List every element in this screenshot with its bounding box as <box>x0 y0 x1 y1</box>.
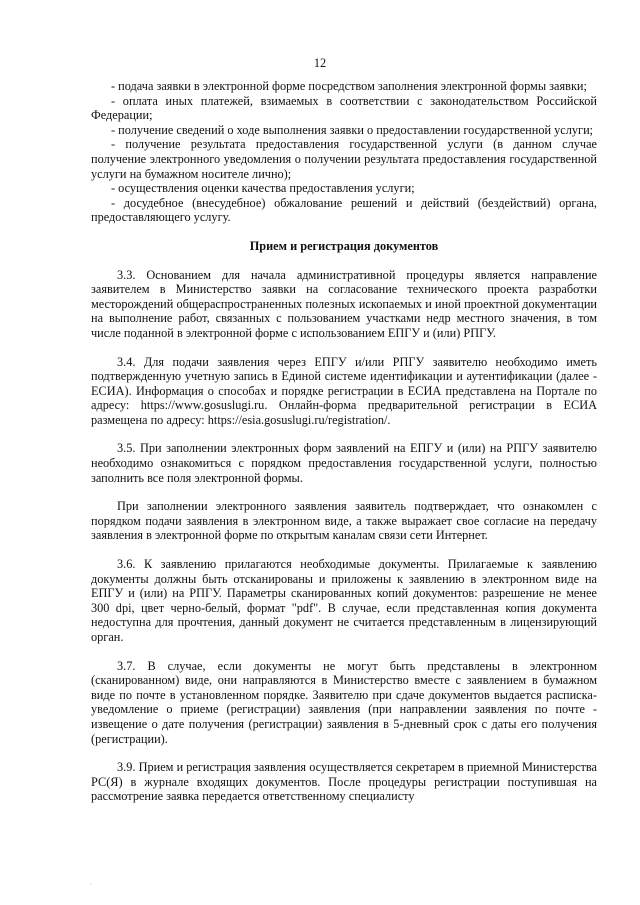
bullet-item: - получение результата предоставления государственной услуги (в данном случае получение электронного уведомления о получении результата предоставления государственной услуги на бумажном носителе лично); <box>91 137 597 181</box>
bullet-item: - досудебное (внесудебное) обжалование решений и действий (бездействий) органа, предоставляющего услугу. <box>91 195 597 225</box>
bullet-item: - оплата иных платежей, взимаемых в соответствии с законодательством Российской Федерации; <box>91 93 597 123</box>
paragraph-3-4: 3.4. Для подачи заявления через ЕПГУ и/или РПГУ заявителю необходимо иметь подтвержденную учетную запись в Единой системе идентификации и аутентификации (далее - ЕСИА). Информация о способах и порядке регистрации в ЕСИА представлена на Портале по адресу: https://www.gosuslugi.ru. Онлайн-форма предварительной регистрации в ЕСИА размещена по адресу: https://esia.gosuslugi.ru/registration/. <box>91 354 597 427</box>
footer-mark: · <box>90 882 92 888</box>
paragraph-3-9: 3.9. Прием и регистрация заявления осуществляется секретарем в приемной Министерства РС(Я) в журнале входящих документов. После процедуры регистрации поступившая на рассмотрение заявка передается ответственному специалисту <box>91 760 597 804</box>
page-body <box>91 79 597 804</box>
bullet-item: - получение сведений о ходе выполнения заявки о предоставлении государственной услуги; <box>111 122 594 137</box>
paragraph-electronic-consent: При заполнении электронного заявления заявитель подтверждает, что ознакомлен с порядком подачи заявления в электронном виде, а также выражает свое согласие на передачу заявления в электронной форме по открытым каналам связи сети Интернет. <box>91 499 597 543</box>
paragraph-3-7: 3.7. В случае, если документы не могут быть представлены в электронном (сканированном) виде, они направляются в Министерство вместе с заявлением в бумажном виде по почте в установленном порядке. Заявителю при сдаче документов выдается расписка-уведомление о приеме (регистрации) заявления (при направлении заявления по почте - извещение о дате получения (регистрации) заявления в 5-дневный срок с даты его получения (регистрации). <box>91 658 597 746</box>
paragraph-3-5: 3.5. При заполнении электронных форм заявлений на ЕПГУ и (или) на РПГУ заявителю необходимо ознакомиться с порядком предоставления государственной услуги, полностью заполнить все поля электронной формы. <box>91 441 597 485</box>
paragraph-3-3: 3.3. Основанием для начала административной процедуры является направление заявителем в Министерство заявки на согласование технического проекта разработки месторождений общераспространенных полезных ископаемых и иной проектной документации на выполнение работ, связанных с пользованием участками недр местного значения, в том числе поданной в электронной форме с использованием ЕПГУ и (или) РПГУ. <box>91 267 597 340</box>
section-heading: Прием и регистрация документов <box>249 238 439 253</box>
paragraph-3-6: 3.6. К заявлению прилагаются необходимые документы. Прилагаемые к заявлению документы должны быть отсканированы и приложены к заявлению в электронном виде на ЕПГУ и (или) на РПГУ. Параметры сканированных копий документов: разрешение не менее 300 dpi, цвет черно-белый, формат "pdf". В случае, если представленная копия документа недоступна для прочтения, данный документ не считается представленным в лицензирующий орган. <box>91 557 597 644</box>
page-number: 12 <box>313 56 327 70</box>
bullet-item: - осуществления оценки качества предоставления услуги; <box>111 181 415 196</box>
bullet-item: - подача заявки в электронной форме посредством заполнения электронной формы заявки; <box>111 79 587 93</box>
